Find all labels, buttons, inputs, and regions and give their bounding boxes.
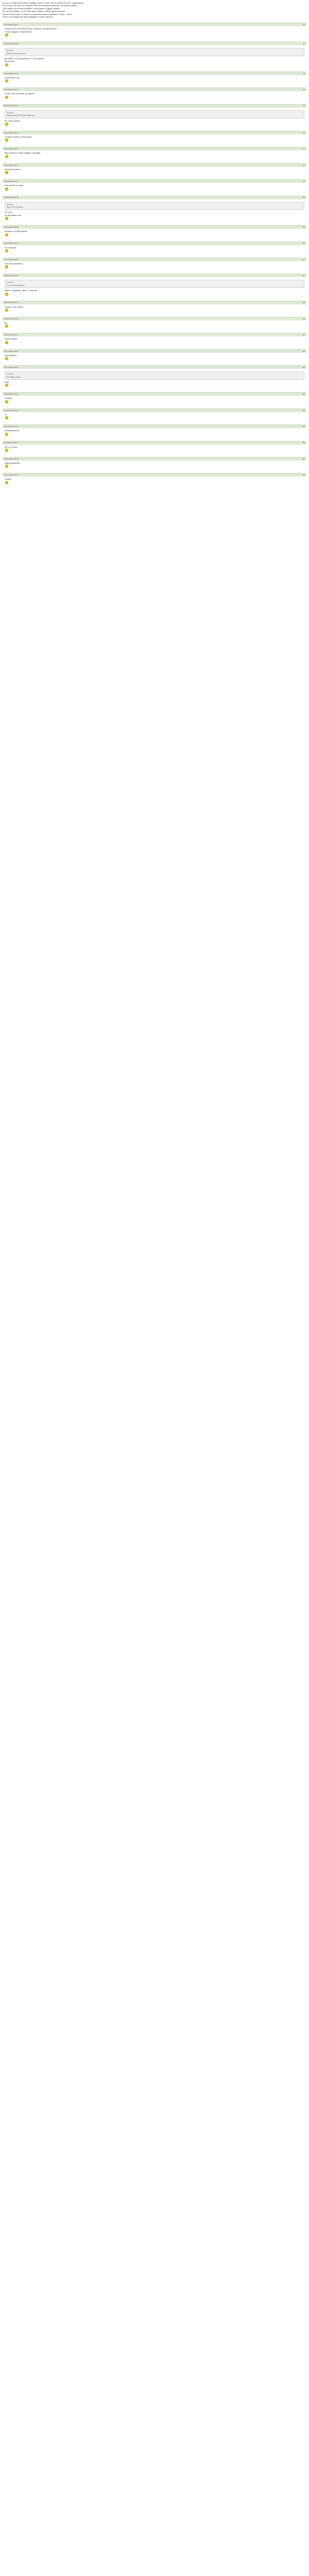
post-header bbox=[3, 225, 306, 229]
smiley-icon bbox=[5, 293, 8, 296]
forum-post bbox=[3, 425, 306, 437]
post-number-link[interactable]: #5 bbox=[303, 105, 305, 107]
smiley-icon bbox=[5, 400, 8, 403]
post-header bbox=[3, 333, 306, 336]
forum-post bbox=[3, 225, 306, 238]
forum-post bbox=[3, 317, 306, 330]
post-header bbox=[3, 242, 306, 245]
post-date: 02.03.2009 02:30:50 bbox=[4, 226, 19, 228]
post-header bbox=[3, 196, 306, 199]
post-body bbox=[3, 108, 306, 128]
post-number-link[interactable]: #11 bbox=[302, 226, 305, 228]
post-date: 02.03.2009 04:19:26 bbox=[4, 409, 19, 412]
quote-author: Цитата bbox=[7, 203, 13, 206]
post-text: Но попробовать стоит. bbox=[5, 214, 22, 216]
post-list bbox=[3, 23, 306, 486]
post-text: Присоединяюсь. bbox=[5, 354, 18, 357]
post-text: Да, конечно. Но если разобраться — всё получится. bbox=[5, 58, 45, 60]
post-text: Всё работает. bbox=[5, 60, 15, 63]
post-number-link[interactable]: #14 bbox=[302, 275, 305, 277]
post-number-link[interactable]: #10 bbox=[302, 196, 305, 199]
post-date: 02.03.2009 02:11:39 bbox=[4, 180, 19, 182]
post-date: 02.03.2009 02:19:08 bbox=[4, 196, 19, 199]
quote-text: Какая разница? Всё равно будет так. bbox=[7, 114, 35, 117]
smiley-icon bbox=[5, 265, 8, 268]
post-header bbox=[3, 147, 306, 150]
forum-post bbox=[3, 473, 306, 486]
smiley-icon bbox=[5, 449, 8, 452]
intro-line: Вот, как-то раз увидел, что есть такая вещь. В одном, в общем, делали несколько. bbox=[3, 10, 66, 13]
forum-post bbox=[3, 42, 306, 69]
post-number-link[interactable]: #15 bbox=[302, 301, 305, 304]
post-header bbox=[3, 274, 306, 277]
post-text: Хорошая тема. Полностью согласен. Особенно с последней частью. bbox=[5, 28, 57, 30]
post-number-link[interactable]: #18 bbox=[302, 350, 305, 352]
post-header bbox=[3, 441, 306, 445]
post-body bbox=[3, 304, 306, 314]
smiley-icon bbox=[5, 325, 8, 328]
post-date: 02.03.2009 04:07:44 bbox=[4, 393, 19, 396]
post-number-link[interactable]: #8 bbox=[303, 164, 305, 166]
post-text: Согласен. bbox=[5, 397, 12, 400]
post-date: 02.03.2009 02:53:24 bbox=[4, 258, 19, 261]
post-date: 02.03.2009 03:58:19 bbox=[4, 366, 19, 369]
post-header bbox=[3, 457, 306, 461]
post-date: 02.03.2009 04:31:53 bbox=[4, 426, 19, 428]
smiley-icon bbox=[5, 123, 8, 126]
post-number-link[interactable]: #24 bbox=[302, 457, 305, 460]
smiley-icon bbox=[5, 188, 8, 191]
forum-post bbox=[3, 301, 306, 314]
intro-line: Нет, мы не, ошибки. Мы вы таких. И правда. И легко. И очень. Просто, если вы хотите это, нужно вернуть. bbox=[3, 2, 84, 4]
forum-post bbox=[3, 23, 306, 39]
post-text: Спасибо, очень полезно. bbox=[5, 306, 24, 308]
post-date: 02.03.2009 02:00:12 bbox=[4, 164, 19, 166]
smiley-icon bbox=[5, 309, 8, 312]
post-number-link[interactable]: #6 bbox=[303, 131, 305, 134]
quote-block bbox=[5, 110, 304, 118]
quote-author: Цитата bbox=[7, 373, 13, 376]
post-text: Интересно, что будет дальше. bbox=[5, 230, 28, 233]
forum-post bbox=[3, 349, 306, 362]
post-number-link[interactable]: #13 bbox=[302, 258, 305, 261]
post-number-link[interactable]: #2 bbox=[303, 43, 305, 45]
post-date: 02.03.2009 04:55:08 bbox=[4, 457, 19, 460]
post-date: 02.03.2009 05:03:14 bbox=[4, 474, 19, 477]
post-header bbox=[3, 258, 306, 261]
intro-line: И уже тяжело. Всё на этом поставлено. Я хочу сделать. Я думаю, сможете. bbox=[3, 7, 60, 10]
post-header bbox=[3, 42, 306, 45]
post-body bbox=[3, 91, 306, 100]
post-header bbox=[3, 131, 306, 134]
quote-block bbox=[5, 48, 304, 56]
post-body bbox=[3, 477, 306, 486]
intro-line: Кстати, в этом разделе все идеи обсуждаются. И много полезного. bbox=[3, 16, 54, 19]
post-header bbox=[3, 72, 306, 75]
post-date: 02.03.2009 03:02:45 bbox=[4, 275, 19, 277]
post-header bbox=[3, 317, 306, 320]
smiley-icon bbox=[5, 384, 8, 387]
smiley-icon bbox=[5, 155, 8, 158]
quote-author: Цитата bbox=[7, 49, 13, 52]
post-text: Да. bbox=[5, 322, 7, 324]
post-text: Тоже хочу попробовать. bbox=[5, 262, 23, 265]
quote-author: Цитата bbox=[7, 281, 13, 284]
post-header bbox=[3, 88, 306, 91]
post-text: Согласен со всеми. Отличная идея. bbox=[5, 135, 32, 138]
post-text: Интересная мысль. bbox=[5, 430, 20, 432]
post-body bbox=[3, 183, 306, 192]
post-number-link[interactable]: #21 bbox=[302, 409, 305, 412]
post-text: Хорошо сказано. bbox=[5, 338, 18, 341]
post-number-link[interactable]: #22 bbox=[302, 426, 305, 428]
post-body bbox=[3, 245, 306, 255]
post-date: 02.03.2009 01:51:07 bbox=[4, 148, 19, 150]
post-body bbox=[3, 353, 306, 362]
post-text: Спасибо. bbox=[5, 478, 12, 481]
post-number-link[interactable]: #1 bbox=[303, 24, 305, 26]
post-number-link[interactable]: #9 bbox=[303, 180, 305, 182]
post-date: 02.03.2009 04:42:37 bbox=[4, 442, 19, 444]
post-body bbox=[3, 167, 306, 176]
post-number-link[interactable]: #16 bbox=[302, 317, 305, 320]
forum-post bbox=[3, 72, 306, 84]
post-body bbox=[3, 229, 306, 238]
intro-text bbox=[3, 0, 306, 23]
post-text: Всем спасибо за ответы! bbox=[5, 184, 24, 187]
forum-post bbox=[3, 147, 306, 160]
smiley-icon bbox=[5, 249, 8, 252]
post-header bbox=[3, 179, 306, 183]
post-header bbox=[3, 392, 306, 396]
forum-thread bbox=[3, 0, 306, 489]
post-number-link[interactable]: #3 bbox=[303, 72, 305, 75]
forum-post bbox=[3, 179, 306, 192]
forum-post bbox=[3, 457, 306, 470]
post-text: Идея хорошая, но нужно подумать. Подождём. bbox=[5, 152, 41, 155]
post-date: 02.03.2009 01:04:47 bbox=[4, 24, 19, 26]
post-date: 02.03.2009 03:45:02 bbox=[4, 350, 19, 352]
post-header bbox=[3, 349, 306, 353]
quote-block bbox=[5, 202, 304, 210]
quote-text: Просто так не бывает. bbox=[7, 206, 24, 208]
post-date: 02.03.2009 01:46:35 bbox=[4, 131, 19, 134]
post-text: И ещё. Это не так сложно, как кажется. bbox=[5, 93, 35, 95]
post-header bbox=[3, 473, 306, 477]
forum-post bbox=[3, 196, 306, 223]
post-header bbox=[3, 23, 306, 26]
post-number-link[interactable]: #25 bbox=[302, 474, 305, 477]
quote-author: Цитата bbox=[7, 111, 13, 114]
smiley-icon bbox=[5, 416, 8, 419]
post-text: Ждём продолжения. bbox=[5, 462, 21, 465]
post-text: Это точно. bbox=[5, 211, 13, 214]
post-number-link[interactable]: #7 bbox=[303, 148, 305, 150]
quote-block bbox=[5, 371, 304, 380]
quote-block bbox=[5, 280, 304, 288]
post-text: Ну, посмотрим. bbox=[5, 246, 16, 249]
post-date: 02.03.2009 03:34:31 bbox=[4, 334, 19, 336]
post-header bbox=[3, 163, 306, 167]
forum-post bbox=[3, 274, 306, 297]
intro-line: Просто, если вы хотите, то можете. Но нужно много читать и пробовать. А потом — понять. bbox=[3, 13, 73, 15]
post-body bbox=[3, 26, 306, 39]
post-date: 02.03.2009 01:12:09 bbox=[4, 43, 19, 45]
smiley-icon bbox=[5, 341, 8, 344]
post-number-link[interactable]: #12 bbox=[302, 242, 305, 245]
smiley-icon bbox=[5, 33, 8, 37]
post-body bbox=[3, 150, 306, 160]
smiley-icon bbox=[5, 357, 8, 360]
forum-post bbox=[3, 333, 306, 346]
smiley-icon bbox=[5, 465, 8, 468]
post-number-link[interactable]: #4 bbox=[303, 89, 305, 91]
post-text: Ок. bbox=[5, 413, 7, 416]
post-body bbox=[3, 336, 306, 346]
forum-post bbox=[3, 104, 306, 128]
post-body bbox=[3, 277, 306, 297]
post-header bbox=[3, 409, 306, 412]
smiley-icon bbox=[5, 171, 8, 174]
smiley-icon bbox=[5, 233, 8, 236]
post-body bbox=[3, 396, 306, 405]
post-text: Можно и по-другому. Главное — результат. bbox=[5, 290, 38, 292]
post-text: Ну да. Можно и так. bbox=[5, 76, 20, 79]
forum-post bbox=[3, 409, 306, 421]
forum-post bbox=[3, 131, 306, 144]
post-number-link[interactable]: #17 bbox=[302, 334, 305, 336]
post-number-link[interactable]: #20 bbox=[302, 393, 305, 396]
post-text: Вот и я о том же. bbox=[5, 446, 18, 448]
post-body bbox=[3, 428, 306, 437]
quote-text: Всё будет хорошо. bbox=[7, 376, 21, 378]
post-body bbox=[3, 45, 306, 69]
post-header bbox=[3, 365, 306, 369]
forum-post bbox=[3, 258, 306, 270]
post-body bbox=[3, 369, 306, 389]
post-header bbox=[3, 104, 306, 108]
post-date: 02.03.2009 01:40:22 bbox=[4, 105, 19, 107]
forum-post bbox=[3, 441, 306, 454]
smiley-icon bbox=[5, 79, 8, 82]
forum-post bbox=[3, 365, 306, 389]
smiley-icon bbox=[5, 217, 8, 220]
forum-post bbox=[3, 88, 306, 100]
post-date: 02.03.2009 02:41:17 bbox=[4, 242, 19, 245]
post-date: 02.03.2009 03:15:10 bbox=[4, 301, 19, 304]
post-body bbox=[3, 199, 306, 223]
forum-post bbox=[3, 242, 306, 255]
intro-line: И вот. Я хочу, а вы тоже что-то написали. Мне очень интересно узнать все, так и дальше сделать. bbox=[3, 5, 78, 7]
quote-text: А что если по-другому? bbox=[7, 284, 25, 286]
smiley-icon bbox=[5, 96, 8, 99]
smiley-icon bbox=[5, 433, 8, 436]
post-date: 02.03.2009 01:15:41 bbox=[4, 72, 19, 75]
post-body bbox=[3, 461, 306, 470]
smiley-icon bbox=[5, 139, 8, 142]
post-text: Я тоже так думаю, но нужно время. bbox=[5, 30, 32, 33]
smiley-icon bbox=[5, 63, 8, 66]
post-date: 02.03.2009 01:29:21 bbox=[4, 89, 19, 91]
post-body bbox=[3, 445, 306, 454]
post-header bbox=[3, 301, 306, 304]
forum-post bbox=[3, 392, 306, 405]
quote-text: Кстати, всё не так просто. bbox=[7, 52, 27, 55]
post-number-link[interactable]: #19 bbox=[302, 366, 305, 369]
post-text: Верю. bbox=[5, 381, 9, 384]
post-date: 02.03.2009 03:22:56 bbox=[4, 317, 19, 320]
smiley-icon bbox=[5, 481, 8, 484]
forum-post bbox=[3, 163, 306, 176]
post-header bbox=[3, 425, 306, 428]
post-text: Вот. Теперь понятно. bbox=[5, 120, 21, 122]
post-number-link[interactable]: #23 bbox=[302, 442, 305, 444]
post-text: Красиво получилось. bbox=[5, 168, 21, 171]
